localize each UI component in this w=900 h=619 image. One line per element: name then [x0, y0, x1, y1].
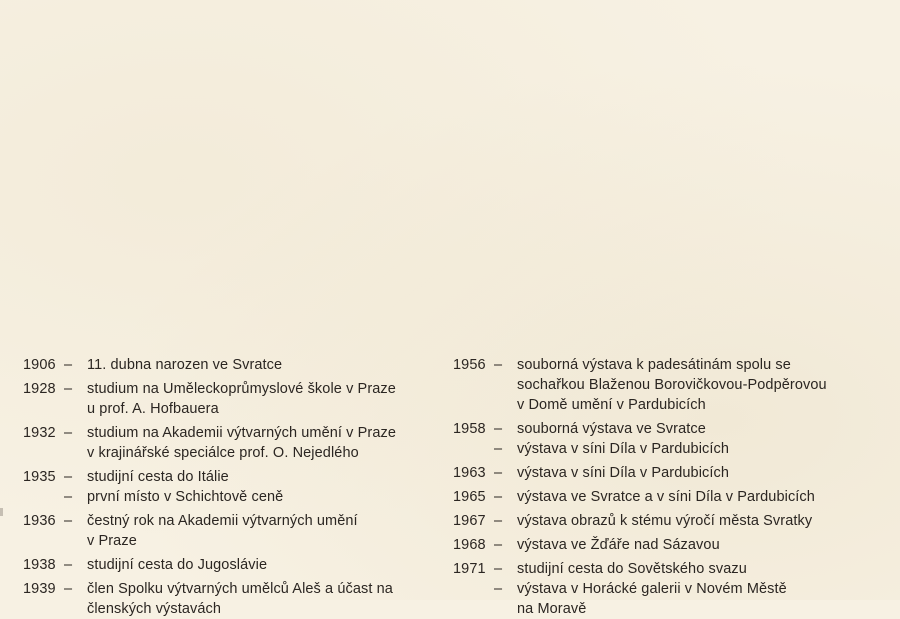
entry-dash: – [64, 425, 73, 441]
entry-text [517, 439, 883, 459]
entry-line: studijní cesta do Jugoslávie [87, 557, 268, 573]
entry-line: členských výstavách [87, 601, 222, 617]
entry-dash: – [494, 561, 503, 577]
entry-year: 1935 [23, 469, 56, 485]
entry-line: výstava obrazů k stému výročí města Svratky [517, 513, 813, 529]
chronology-entry [453, 559, 883, 579]
entry-text [517, 511, 883, 531]
entry-dash: – [64, 489, 73, 505]
entry-text [87, 487, 443, 507]
entry-year: 1906 [23, 357, 56, 373]
entry-year: 1956 [453, 357, 486, 373]
entry-line: čestný rok na Akademii výtvarných umění [87, 513, 358, 529]
entry-dash: – [64, 557, 73, 573]
entry-year: 1971 [453, 561, 486, 577]
entry-dash: – [64, 469, 73, 485]
entry-line: první místo v Schichtově ceně [87, 489, 284, 505]
entry-year: 1965 [453, 489, 486, 505]
chronology-entry [453, 579, 883, 619]
entry-text [517, 419, 883, 439]
chronology-right-column [453, 355, 883, 619]
entry-year: 1958 [453, 421, 486, 437]
entry-dash: – [64, 381, 73, 397]
entry-dash: – [64, 581, 73, 597]
entry-dash: – [494, 357, 503, 373]
entry-line: na Moravě [517, 601, 587, 617]
entry-line: studijní cesta do Itálie [87, 469, 229, 485]
entry-dash: – [494, 465, 503, 481]
entry-year: 1967 [453, 513, 486, 529]
entry-year: 1939 [23, 581, 56, 597]
chronology-entry [453, 463, 883, 483]
chronology-entry [453, 439, 883, 459]
entry-line: v Domě umění v Pardubicích [517, 397, 706, 413]
entry-line: souborná výstava ve Svratce [517, 421, 706, 437]
entry-line: studium na Uměleckoprůmyslové škole v Praze [87, 381, 396, 397]
chronology-entry [453, 419, 883, 439]
chronology-entry [23, 579, 443, 619]
entry-text [87, 579, 443, 619]
entry-line: studijní cesta do Sovětského svazu [517, 561, 747, 577]
entry-line: výstava ve Svratce a v síni Díla v Pardubicích [517, 489, 815, 505]
entry-text [87, 423, 443, 463]
entry-line: sochařkou Blaženou Borovičkovou-Podpěrovou [517, 377, 827, 393]
entry-text [87, 555, 443, 575]
entry-year: 1928 [23, 381, 56, 397]
entry-line: výstava v Horácké galerii v Novém Městě [517, 581, 787, 597]
entry-line: člen Spolku výtvarných umělců Aleš a účast na [87, 581, 393, 597]
entry-line: výstava v síni Díla v Pardubicích [517, 441, 730, 457]
entry-year: 1963 [453, 465, 486, 481]
entry-text [87, 511, 443, 551]
chronology-entry [23, 355, 443, 375]
page-edge-mark [0, 508, 3, 516]
entry-dash: – [494, 441, 503, 457]
chronology-entry [23, 487, 443, 507]
entry-text [517, 579, 883, 619]
entry-text [517, 355, 883, 415]
entry-text [517, 559, 883, 579]
entry-line: výstava v síni Díla v Pardubicích [517, 465, 730, 481]
entry-dash: – [494, 489, 503, 505]
entry-text [87, 379, 443, 419]
chronology-entry [23, 423, 443, 463]
entry-dash: – [494, 581, 503, 597]
chronology-entry [23, 467, 443, 487]
entry-line: 11. dubna narozen ve Svratce [87, 357, 283, 373]
entry-text [517, 463, 883, 483]
entry-text [87, 467, 443, 487]
entry-year: 1932 [23, 425, 56, 441]
entry-year: 1936 [23, 513, 56, 529]
entry-year: 1938 [23, 557, 56, 573]
chronology-entry [453, 535, 883, 555]
entry-text [517, 487, 883, 507]
entry-line: studium na Akademii výtvarných umění v Praze [87, 425, 397, 441]
entry-line: v krajinářské speciálce prof. O. Nejedlého [87, 445, 359, 461]
chronology-entry [453, 355, 883, 415]
entry-line: v Praze [87, 533, 137, 549]
entry-line: souborná výstava k padesátinám spolu se [517, 357, 791, 373]
entry-dash: – [494, 513, 503, 529]
entry-line: u prof. A. Hofbauera [87, 401, 219, 417]
chronology-entry [23, 511, 443, 551]
entry-dash: – [64, 513, 73, 529]
entry-dash: – [494, 537, 503, 553]
entry-text [87, 355, 443, 375]
chronology-entry [453, 511, 883, 531]
chronology-entry [23, 555, 443, 575]
entry-year: 1968 [453, 537, 486, 553]
chronology-left-column [23, 355, 443, 619]
chronology-entry [453, 487, 883, 507]
entry-text [517, 535, 883, 555]
entry-dash: – [494, 421, 503, 437]
entry-dash: – [64, 357, 73, 373]
entry-line: výstava ve Žďáře nad Sázavou [517, 537, 720, 553]
chronology-entry [23, 379, 443, 419]
